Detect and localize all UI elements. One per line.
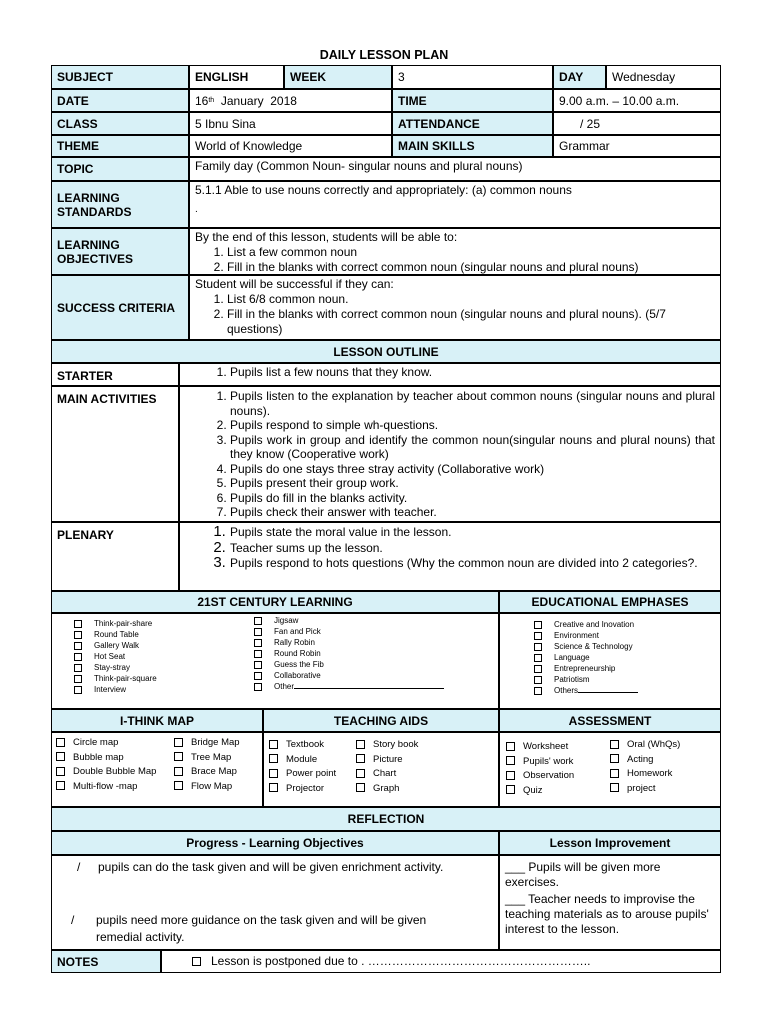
attendance-label: ATTENDANCE bbox=[392, 112, 553, 135]
list-item: 3. Pupils work in group and identify the common noun(singular nouns and plural nouns) that they know (Cooperative work) bbox=[230, 433, 715, 462]
checkbox-item[interactable]: Pupils' work bbox=[506, 755, 574, 770]
notes-value: Lesson is postponed due to . ……………………………………………….. bbox=[161, 950, 721, 973]
day-value: Wednesday bbox=[606, 65, 721, 89]
standards-label: LEARNING STANDARDS bbox=[51, 181, 189, 228]
checkbox-item[interactable]: Interview bbox=[74, 684, 157, 695]
main-activities-label: MAIN ACTIVITIES bbox=[51, 386, 179, 522]
objectives-value: By the end of this lesson, students will be able to: 1. List a few common noun 2. Fill in the blanks with correct common noun (singular nouns and plural nouns) bbox=[189, 228, 721, 275]
checkbox-item[interactable]: Multi-flow -map bbox=[56, 780, 156, 795]
theme-value: World of Knowledge bbox=[189, 135, 392, 157]
checkbox-item[interactable]: Think-pair-share bbox=[74, 618, 157, 629]
checkbox-item[interactable]: Acting bbox=[610, 753, 680, 768]
list-item: 2. Teacher sums up the lesson. bbox=[230, 540, 715, 556]
assessment-box bbox=[499, 732, 721, 807]
checkbox-item[interactable]: Flow Map bbox=[174, 780, 240, 795]
checkbox-item[interactable]: Circle map bbox=[56, 736, 156, 751]
checkbox-item[interactable]: Projector bbox=[269, 782, 336, 797]
checkbox-item[interactable]: Power point bbox=[269, 767, 336, 782]
skills-label: MAIN SKILLS bbox=[392, 135, 553, 157]
checkbox-item[interactable]: Stay-stray bbox=[74, 662, 157, 673]
success-value: Student will be successful if they can: 1. List 6/8 common noun. 2. Fill in the blanks with correct common noun (singular nouns and plural nouns). (5/7 questions) bbox=[189, 275, 721, 340]
checkbox-item[interactable]: Picture bbox=[356, 753, 418, 768]
c21-header: 21ST CENTURY LEARNING bbox=[51, 591, 499, 613]
improvement-box: ___ Pupils will be given more exercises. ___ Teacher needs to improvise the teaching materials as to arouse pupils' interest to the lesson. bbox=[499, 855, 721, 950]
checkbox-item[interactable]: Brace Map bbox=[174, 765, 240, 780]
checkbox-item[interactable]: Language bbox=[534, 652, 638, 663]
skills-value: Grammar bbox=[553, 135, 721, 157]
list-item: 1. List a few common noun bbox=[227, 245, 715, 260]
checkbox-item[interactable]: Worksheet bbox=[506, 740, 574, 755]
checkbox-item[interactable]: Round Robin bbox=[254, 648, 444, 659]
aids-header: TEACHING AIDS bbox=[263, 709, 499, 732]
list-item: 2. Pupils respond to simple wh-questions. bbox=[230, 418, 715, 433]
objectives-label: LEARNING OBJECTIVES bbox=[51, 228, 189, 275]
list-item: 2. Fill in the blanks with correct common noun (singular nouns and plural nouns). (5/7 questions) bbox=[227, 307, 715, 337]
list-item: 1. Pupils state the moral value in the lesson. bbox=[230, 524, 715, 540]
checkbox-item[interactable]: Fan and Pick bbox=[254, 626, 444, 637]
lesson-outline-header: LESSON OUTLINE bbox=[51, 340, 721, 363]
notes-label: NOTES bbox=[51, 950, 161, 973]
theme-label: THEME bbox=[51, 135, 189, 157]
checkbox-item[interactable]: Think-pair-square bbox=[74, 673, 157, 684]
plenary-value bbox=[179, 522, 721, 591]
checkbox-item[interactable]: Round Table bbox=[74, 629, 157, 640]
checkbox-item[interactable]: Hot Seat bbox=[74, 651, 157, 662]
reflection-header: REFLECTION bbox=[51, 807, 721, 831]
checkbox-item[interactable]: Entrepreneurship bbox=[534, 663, 638, 674]
list-item: 5. Pupils present their group work. bbox=[230, 476, 715, 491]
topic-value: Family day (Common Noun- singular nouns and plural nouns) bbox=[189, 157, 721, 181]
checkbox-item[interactable]: Module bbox=[269, 753, 336, 768]
checkbox-item[interactable]: Chart bbox=[356, 767, 418, 782]
checkbox-item[interactable]: Other bbox=[254, 681, 444, 692]
checkbox-item[interactable]: Homework bbox=[610, 767, 680, 782]
checkbox[interactable] bbox=[192, 957, 201, 966]
improvement-header: Lesson Improvement bbox=[499, 831, 721, 855]
time-value: 9.00 a.m. – 10.00 a.m. bbox=[553, 89, 721, 112]
emphases-header: EDUCATIONAL EMPHASES bbox=[499, 591, 721, 613]
checkbox-item[interactable]: Textbook bbox=[269, 738, 336, 753]
checkbox-item[interactable]: Bubble map bbox=[56, 751, 156, 766]
subject-value: ENGLISH bbox=[189, 65, 284, 89]
checkbox-item[interactable]: Double Bubble Map bbox=[56, 765, 156, 780]
checkbox-item[interactable]: Tree Map bbox=[174, 751, 240, 766]
progress-box: / pupils can do the task given and will be given enrichment activity. / pupils need more guidance on the task given and will be given remedial activity. bbox=[51, 855, 499, 950]
starter-value bbox=[179, 363, 721, 386]
week-value: 3 bbox=[392, 65, 553, 89]
list-item: 2. Fill in the blanks with correct common noun (singular nouns and plural nouns) bbox=[227, 260, 715, 275]
ithink-box bbox=[51, 732, 263, 807]
list-item: 1. List 6/8 common noun. bbox=[227, 292, 715, 307]
subject-label: SUBJECT bbox=[51, 65, 189, 89]
list-item: 7. Pupils check their answer with teacher. bbox=[230, 505, 715, 520]
c21-box bbox=[51, 613, 499, 709]
checkbox-item[interactable]: Collaborative bbox=[254, 670, 444, 681]
list-item: 1. Pupils list a few nouns that they know. bbox=[230, 365, 715, 379]
progress-header: Progress - Learning Objectives bbox=[51, 831, 499, 855]
assessment-header: ASSESSMENT bbox=[499, 709, 721, 732]
week-label: WEEK bbox=[284, 65, 392, 89]
checkbox-item[interactable]: Others bbox=[534, 685, 638, 696]
topic-label: TOPIC bbox=[51, 157, 189, 181]
plenary-label: PLENARY bbox=[51, 522, 179, 591]
checkbox-item[interactable]: Bridge Map bbox=[174, 736, 240, 751]
list-item: 3. Pupils respond to hots questions (Why the common noun are divided into 2 categories?. bbox=[230, 556, 715, 570]
checkbox-item[interactable]: Science & Technology bbox=[534, 641, 638, 652]
starter-label: STARTER bbox=[51, 363, 179, 386]
class-label: CLASS bbox=[51, 112, 189, 135]
success-label: SUCCESS CRITERIA bbox=[51, 275, 189, 340]
ithink-header: I-THINK MAP bbox=[51, 709, 263, 732]
list-item: 4. Pupils do one stays three stray activity (Collaborative work) bbox=[230, 462, 715, 477]
checkbox-item[interactable]: Quiz bbox=[506, 784, 574, 799]
checkbox-item[interactable]: Rally Robin bbox=[254, 637, 444, 648]
checkbox-item[interactable]: Creative and Inovation bbox=[534, 619, 638, 630]
checkbox-item[interactable]: Guess the Fib bbox=[254, 659, 444, 670]
checkbox-item[interactable]: Graph bbox=[356, 782, 418, 797]
main-activities-value bbox=[179, 386, 721, 522]
class-value: 5 Ibnu Sina bbox=[189, 112, 392, 135]
checkbox-item[interactable]: Oral (WhQs) bbox=[610, 738, 680, 753]
checkbox-item[interactable]: Observation bbox=[506, 769, 574, 784]
checkbox-item[interactable]: project bbox=[610, 782, 680, 797]
checkbox-item[interactable]: Gallery Walk bbox=[74, 640, 157, 651]
aids-box bbox=[263, 732, 499, 807]
emphases-box bbox=[499, 613, 721, 709]
list-item: 6. Pupils do fill in the blanks activity. bbox=[230, 491, 715, 506]
checkbox-item[interactable]: Story book bbox=[356, 738, 418, 753]
day-label: DAY bbox=[553, 65, 606, 89]
standards-value: 5.1.1 Able to use nouns correctly and appropriately: (a) common nouns . bbox=[189, 181, 721, 228]
checkbox-item[interactable]: Jigsaw bbox=[254, 615, 444, 626]
checkbox-item[interactable]: Environment bbox=[534, 630, 638, 641]
page-title: DAILY LESSON PLAN bbox=[319, 48, 449, 62]
checkbox-item[interactable]: Patriotism bbox=[534, 674, 638, 685]
date-value: 16 th January 2018 bbox=[189, 89, 392, 112]
date-label: DATE bbox=[51, 89, 189, 112]
time-label: TIME bbox=[392, 89, 553, 112]
list-item: 1. Pupils listen to the explanation by teacher about common nouns (singular nouns and plural nouns). bbox=[230, 389, 715, 418]
attendance-value: / 25 bbox=[553, 112, 721, 135]
